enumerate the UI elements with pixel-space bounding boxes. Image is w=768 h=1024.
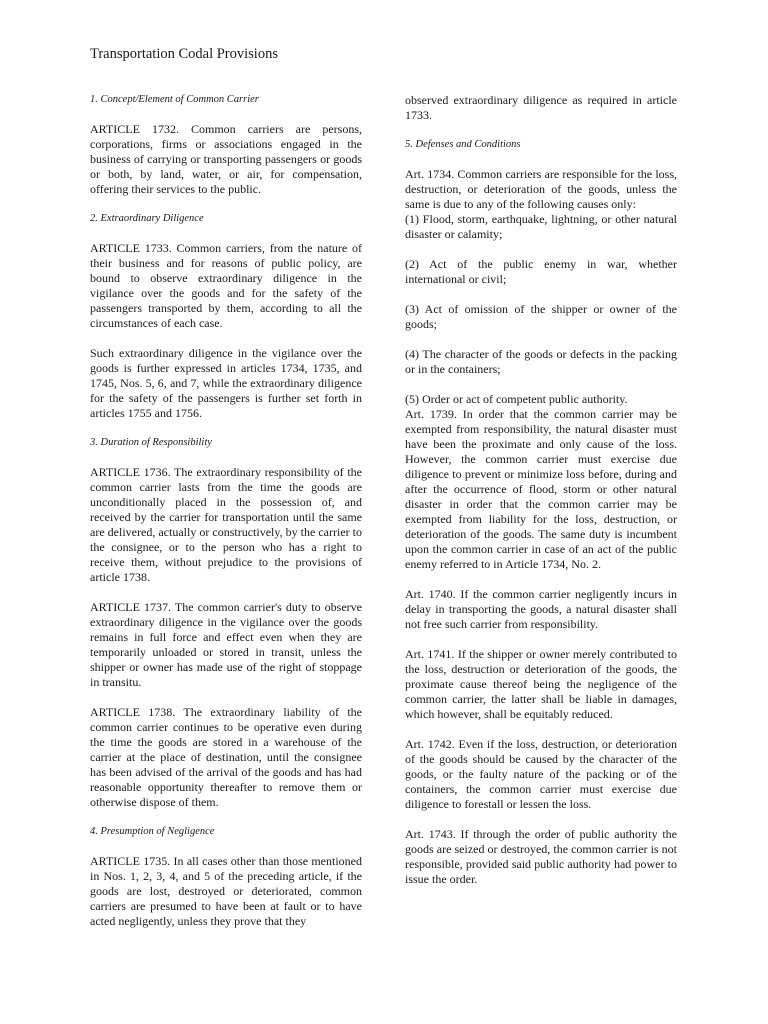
article-1739-paragraph: (5) Order or act of competent public authority. Art. 1739. In order that the common carrier may be exempted from responsibility, the natural disaster must have been the proximate and only cause of the loss. However, the common carrier must exercise due diligence to prevent or minimize loss before, during and after the occurrence of flood, storm or other natural disaster in order that the common carrier may be exempted from liability for the loss, destruction, or deterioration of the goods. The same duty is incumbent upon the common carrier in case of an act of the public enemy referred to in Article 1734, No. 2. bbox=[405, 392, 677, 571]
article-1735-continuation-paragraph: observed extraordinary diligence as required in article 1733. bbox=[405, 93, 677, 122]
section-heading-defenses: 5. Defenses and Conditions bbox=[405, 139, 521, 150]
section-heading-extraordinary-diligence: 2. Extraordinary Diligence bbox=[90, 213, 204, 224]
article-1736-paragraph: ARTICLE 1736. The extraordinary responsibility of the common carrier lasts from the time the goods are unconditionally placed in the possession of, and received by the carrier for transportation until the same are delivered, actually or constructively, by the carrier to the consignee, or to the person who has a right to receive them, without prejudice to the provisions of article 1738. bbox=[90, 465, 362, 584]
section-heading-presumption: 4. Presumption of Negligence bbox=[90, 826, 215, 837]
article-1743-paragraph: Art. 1743. If through the order of public authority the goods are seized or destroyed, the common carrier is not responsible, provided said public authority had power to issue the order. bbox=[405, 827, 677, 886]
article-1737-paragraph: ARTICLE 1737. The common carrier's duty to observe extraordinary diligence in the vigilance over the goods remains in full force and effect even when they are temporarily unloaded or stored in transit, unless the shipper or owner has made use of the right of stoppage in transitu. bbox=[90, 600, 362, 689]
article-1733-paragraph: ARTICLE 1733. Common carriers, from the nature of their business and for reasons of public policy, are bound to observe extraordinary diligence in the vigilance over the goods and for the safety of the passengers transported by them, according to all the circumstances of each case. bbox=[90, 241, 362, 330]
article-1738-paragraph: ARTICLE 1738. The extraordinary liability of the common carrier continues to be operative even during the time the goods are stored in a warehouse of the carrier at the place of destination, until the consignee has been advised of the arrival of the goods and has had reasonable opportunity thereafter to remove them or otherwise dispose of them. bbox=[90, 705, 362, 809]
article-1740-paragraph: Art. 1740. If the common carrier negligently incurs in delay in transporting the goods, a natural disaster shall not free such carrier from responsibility. bbox=[405, 587, 677, 631]
left-column bbox=[90, 93, 362, 929]
section-heading-duration: 3. Duration of Responsibility bbox=[90, 437, 212, 448]
right-column bbox=[405, 93, 677, 887]
page-title: Transportation Codal Provisions bbox=[90, 46, 278, 62]
article-1742-paragraph: Art. 1742. Even if the loss, destruction, or deterioration of the goods should be caused by the character of the goods, or the faulty nature of the packing or of the containers, the common carrier must exercise due diligence to forestall or lessen the loss. bbox=[405, 737, 677, 811]
section-heading-concept: 1. Concept/Element of Common Carrier bbox=[90, 94, 259, 105]
article-1735-paragraph: ARTICLE 1735. In all cases other than those mentioned in Nos. 1, 2, 3, 4, and 5 of the preceding article, if the goods are lost, destroyed or deteriorated, common carriers are presumed to have been at fault or to have acted negligently, unless they prove that they bbox=[90, 854, 362, 928]
article-1732-paragraph: ARTICLE 1732. Common carriers are persons, corporations, firms or associations engaged in the business of carrying or transporting passengers or goods or both, by land, water, or air, for compensation, offering their services to the public. bbox=[90, 122, 362, 196]
cause-2-paragraph: (2) Act of the public enemy in war, whether international or civil; bbox=[405, 257, 677, 286]
cause-4-paragraph: (4) The character of the goods or defects in the packing or in the containers; bbox=[405, 347, 677, 376]
article-1741-paragraph: Art. 1741. If the shipper or owner merely contributed to the loss, destruction or deterioration of the goods, the proximate cause thereof being the negligence of the common carrier, the latter shall be liable in damages, which however, shall be equitably reduced. bbox=[405, 647, 677, 721]
diligence-explanation-paragraph: Such extraordinary diligence in the vigilance over the goods is further expressed in articles 1734, 1735, and 1745, Nos. 5, 6, and 7, while the extraordinary diligence for the safety of the passengers is further set forth in articles 1755 and 1756. bbox=[90, 346, 362, 420]
article-1734-paragraph: Art. 1734. Common carriers are responsible for the loss, destruction, or deterioration of the goods, unless the same is due to any of the following causes only: (1) Flood, storm, earthquake, lightning, or other natural disaster or calamity; bbox=[405, 167, 677, 241]
cause-3-paragraph: (3) Act of omission of the shipper or owner of the goods; bbox=[405, 302, 677, 331]
